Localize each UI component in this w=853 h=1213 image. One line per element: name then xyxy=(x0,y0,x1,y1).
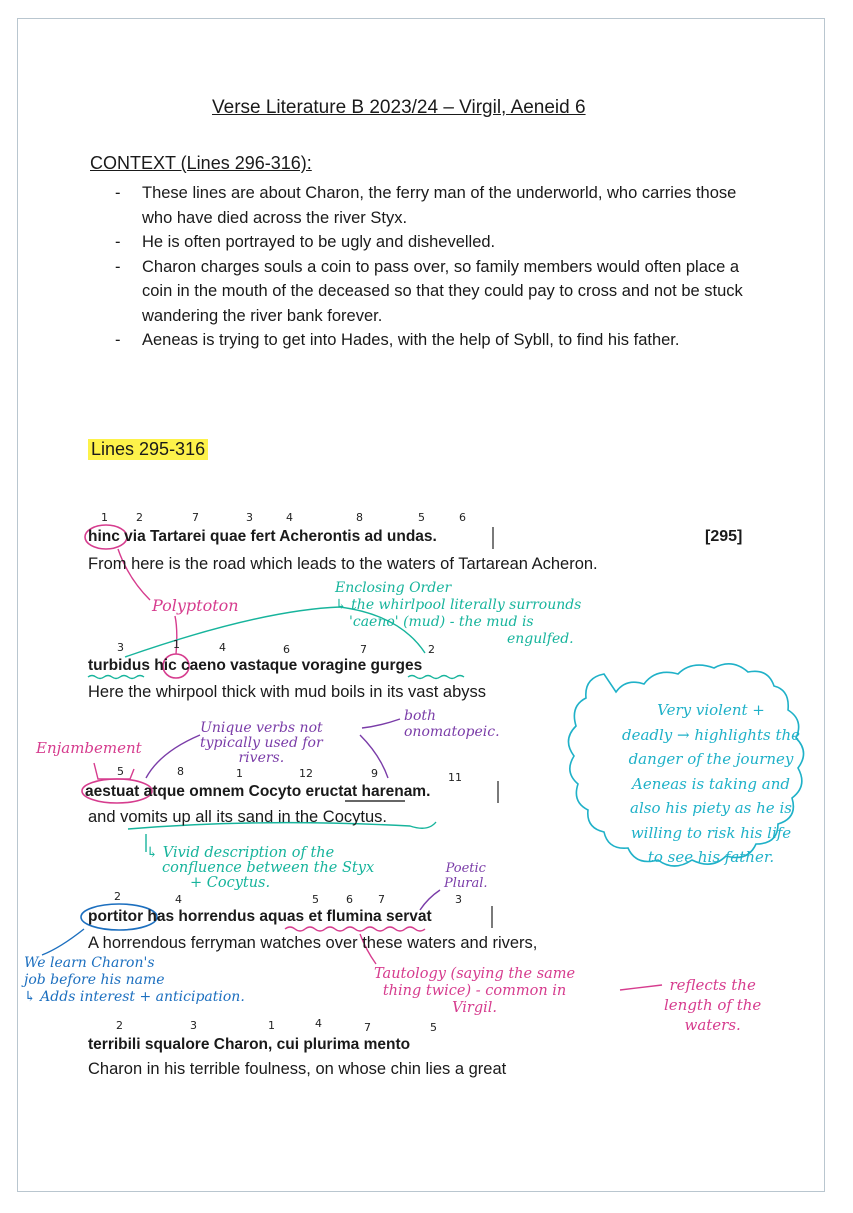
word-order-number: 4 xyxy=(286,511,293,524)
latin-verse: aestuat atque omnem Cocyto eructat harenam. xyxy=(85,783,431,800)
word-order-number: 1 xyxy=(101,511,108,524)
word-order-number: 2 xyxy=(428,643,435,656)
annotation-tautology: Tautology (saying the same thing twice) - common in Virgil. xyxy=(374,966,576,1016)
annotation-onomatopoeic: both onomatopeic. xyxy=(404,708,500,740)
word-order-number: 5 xyxy=(418,511,425,524)
annotation-vivid-description: ↳ Vivid description of the confluence between the Styx + Cocytus. xyxy=(146,845,375,891)
annotation-enclosing-order: Enclosing Order ↳ the whirlpool literally surrounds 'caeno' (mud) - the mud is engulfed. xyxy=(335,580,582,647)
annotation-enjambement: Enjambement xyxy=(36,739,142,757)
word-order-number: 5 xyxy=(430,1021,437,1034)
word-order-number: 4 xyxy=(219,641,226,654)
word-order-number: 1 xyxy=(173,638,180,651)
context-list xyxy=(112,181,762,353)
lines-heading: Lines 295-316 xyxy=(88,439,208,460)
word-order-number: 11 xyxy=(448,771,462,784)
word-order-number: 7 xyxy=(364,1021,371,1034)
latin-verse: terribili squalore Charon, cui plurima mento xyxy=(88,1036,411,1053)
word-order-number: 12 xyxy=(299,767,313,780)
annotation-cloud: Very violent + deadly → highlights the danger of the journey Aeneas is taking and also his piety as he is willing to risk his life to see his father. xyxy=(621,701,801,866)
english-translation: From here is the road which leads to the waters of Tartarean Acheron. xyxy=(88,555,598,573)
word-order-number: 7 xyxy=(192,511,199,524)
word-order-number: 6 xyxy=(283,643,290,656)
context-point: - He is often portrayed to be ugly and dishevelled. xyxy=(112,230,762,255)
word-order-number: 2 xyxy=(116,1019,123,1032)
english-translation: A horrendous ferryman watches over these waters and rivers, xyxy=(88,934,538,952)
english-translation: Charon in his terrible foulness, on whose chin lies a great xyxy=(88,1060,507,1078)
context-point: - These lines are about Charon, the ferry man of the underworld, who carries those who have died across the river Styx. xyxy=(112,181,762,230)
word-order-number: 8 xyxy=(356,511,363,524)
english-translation: Here the whirpool thick with mud boils in its vast abyss xyxy=(88,683,486,701)
latin-verse: turbidus hic caeno vastaque voragine gurges xyxy=(88,657,423,674)
annotation-length: reflects the length of the waters. xyxy=(664,976,762,1034)
context-point: - Aeneas is trying to get into Hades, with the help of Sybll, to find his father. xyxy=(112,328,762,353)
word-order-number: 8 xyxy=(177,765,184,778)
word-order-number: 7 xyxy=(360,643,367,656)
context-heading: CONTEXT (Lines 296-316): xyxy=(90,153,312,173)
word-order-number: 5 xyxy=(312,893,319,906)
word-order-number: 3 xyxy=(246,511,253,524)
word-order-number: 3 xyxy=(117,641,124,654)
annotation-charon-job: We learn Charon's job before his name ↳ Adds interest + anticipation. xyxy=(24,955,245,1005)
annotation-unique-verbs: Unique verbs not typically used for rivers. xyxy=(200,720,323,766)
latin-verse: portitor has horrendus aquas et flumina servat xyxy=(88,908,432,925)
word-order-number: 1 xyxy=(268,1019,275,1032)
english-translation: and vomits up all its sand in the Cocytus. xyxy=(88,808,387,826)
word-order-number: 6 xyxy=(459,511,466,524)
word-order-number: 9 xyxy=(371,767,378,780)
annotation-poetic-plural: Poetic Plural. xyxy=(444,861,488,891)
line-reference: [295] xyxy=(705,528,743,545)
word-order-number: 5 xyxy=(117,765,124,778)
document-title: Verse Literature B 2023/24 – Virgil, Aeneid 6 xyxy=(212,97,586,118)
word-order-number: 6 xyxy=(346,893,353,906)
word-order-number: 4 xyxy=(315,1017,322,1030)
word-order-number: 3 xyxy=(455,893,462,906)
word-order-number: 1 xyxy=(236,767,243,780)
annotation-polyptoton: Polyptoton xyxy=(152,596,239,615)
latin-verse: hinc via Tartarei quae fert Acherontis ad undas. xyxy=(88,528,437,545)
word-order-number: 2 xyxy=(136,511,143,524)
context-point: - Charon charges souls a coin to pass over, so family members would often place a coin in the mouth of the deceased so that they could pay to cross and not be stuck wandering the river bank forever. xyxy=(112,255,762,329)
word-order-number: 7 xyxy=(378,893,385,906)
word-order-number: 4 xyxy=(175,893,182,906)
word-order-number: 3 xyxy=(190,1019,197,1032)
word-order-number: 2 xyxy=(114,890,121,903)
